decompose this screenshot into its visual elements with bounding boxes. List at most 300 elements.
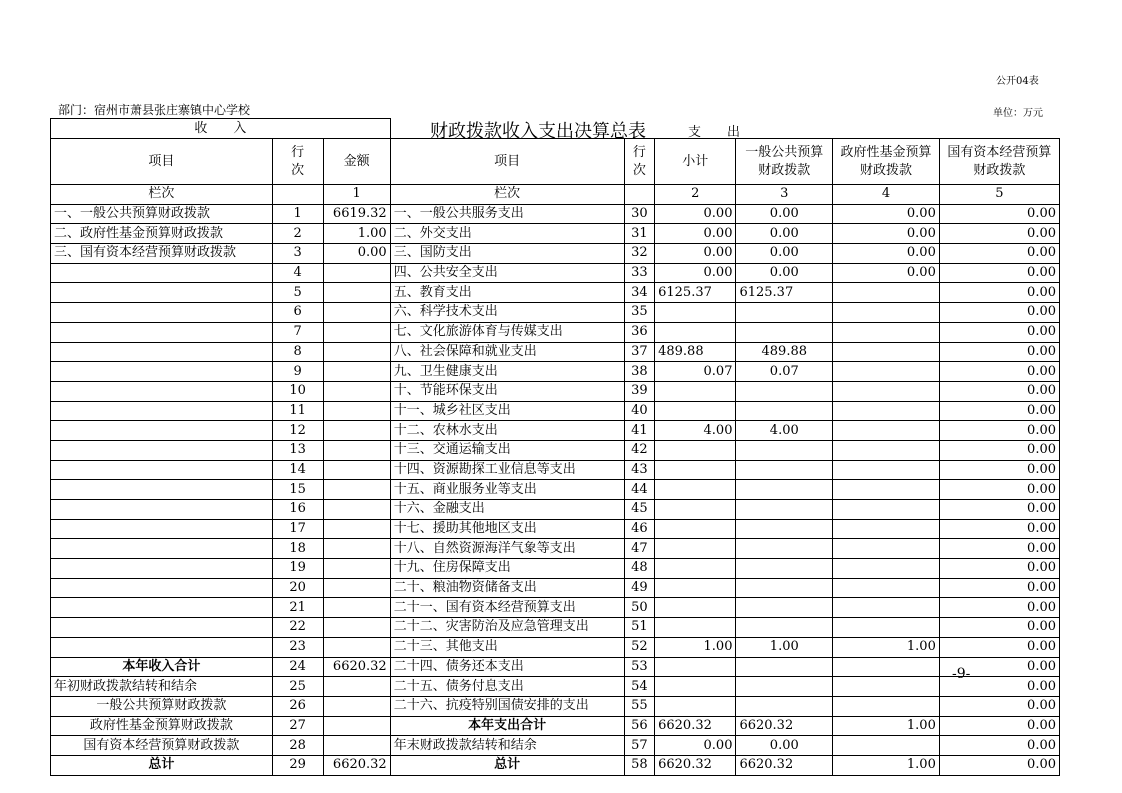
- subtotal-cell: [655, 677, 736, 697]
- expense-line-cell: 46: [624, 519, 655, 539]
- general-budget-cell: 0.00: [736, 736, 833, 756]
- income-line-cell: 17: [272, 519, 323, 539]
- expense-item-cell: 二、外交支出: [390, 224, 624, 244]
- expense-item-cell: 十五、商业服务业等支出: [390, 480, 624, 500]
- subtotal-cell: [655, 539, 736, 559]
- expense-item-cell: 十九、住房保障支出: [390, 559, 624, 579]
- unit-label: 单位：万元: [993, 108, 1043, 119]
- expense-line-cell: 44: [624, 480, 655, 500]
- income-line-cell: 22: [272, 618, 323, 638]
- income-section-label: 收 入: [51, 119, 391, 139]
- general-budget-cell: 0.00: [736, 263, 833, 283]
- gov-fund-cell: [833, 421, 940, 441]
- expense-item-cell: 二十二、灾害防治及应急管理支出: [390, 618, 624, 638]
- col-income-amount: 金额: [323, 139, 390, 185]
- gov-fund-cell: [833, 657, 940, 677]
- gov-fund-cell: [833, 618, 940, 638]
- line-header-text: 行次: [632, 144, 646, 178]
- expense-section-label: 支 出: [688, 125, 741, 140]
- subtotal-cell: [655, 598, 736, 618]
- col-expense-item: 项目: [390, 139, 624, 185]
- income-amount-cell: [323, 322, 390, 342]
- gov-fund-cell: [833, 342, 940, 362]
- table-row: [51, 303, 1060, 323]
- expense-line-cell: 30: [624, 204, 655, 224]
- subtotal-cell: [655, 401, 736, 421]
- page-title: 财政拨款收入支出决算总表: [430, 121, 646, 142]
- expense-line-cell: 47: [624, 539, 655, 559]
- gov-fund-cell: [833, 440, 940, 460]
- income-line-cell: 3: [272, 244, 323, 264]
- income-amount-cell: [323, 716, 390, 736]
- expense-item-cell: 十、节能环保支出: [390, 381, 624, 401]
- col-general-budget: 一般公共预算财政拨款: [736, 139, 833, 185]
- table-row: [51, 480, 1060, 500]
- col-index-5: 5: [939, 185, 1059, 205]
- general-budget-cell: [736, 500, 833, 520]
- state-capital-cell: 0.00: [939, 362, 1059, 382]
- table-row: [51, 204, 1060, 224]
- subtotal-cell: 0.00: [655, 224, 736, 244]
- income-amount-cell: 0.00: [323, 244, 390, 264]
- subtotal-cell: [655, 460, 736, 480]
- income-line-cell: 27: [272, 716, 323, 736]
- expense-line-cell: 36: [624, 322, 655, 342]
- income-amount-cell: [323, 578, 390, 598]
- expense-line-cell: 40: [624, 401, 655, 421]
- table-row: [51, 362, 1060, 382]
- subtotal-cell: [655, 618, 736, 638]
- state-capital-cell: 0.00: [939, 480, 1059, 500]
- budget-table-container: [50, 118, 1056, 780]
- expense-item-cell: 八、社会保障和就业支出: [390, 342, 624, 362]
- col-state-capital: 国有资本经营预算财政拨款: [939, 139, 1059, 185]
- income-amount-cell: [323, 263, 390, 283]
- table-row: [51, 578, 1060, 598]
- general-budget-cell: 4.00: [736, 421, 833, 441]
- income-line-cell: 4: [272, 263, 323, 283]
- expense-item-cell: 十四、资源勘探工业信息等支出: [390, 460, 624, 480]
- expense-line-cell: 38: [624, 362, 655, 382]
- income-line-cell: 2: [272, 224, 323, 244]
- state-capital-cell: 0.00: [939, 578, 1059, 598]
- state-capital-cell: 0.00: [939, 539, 1059, 559]
- table-row: [51, 736, 1060, 756]
- expense-line-cell: 55: [624, 696, 655, 716]
- expense-line-cell: 54: [624, 677, 655, 697]
- expense-item-cell: 六、科学技术支出: [390, 303, 624, 323]
- general-budget-cell: [736, 559, 833, 579]
- table-row: [51, 283, 1060, 303]
- income-amount-cell: [323, 303, 390, 323]
- income-line-cell: 13: [272, 440, 323, 460]
- state-capital-cell: 0.00: [939, 460, 1059, 480]
- subtotal-cell: [655, 578, 736, 598]
- subtotal-cell: 0.00: [655, 263, 736, 283]
- income-item-cell: 政府性基金预算财政拨款: [51, 716, 273, 736]
- general-budget-cell: [736, 519, 833, 539]
- expense-item-cell: 二十四、债务还本支出: [390, 657, 624, 677]
- state-capital-cell: 0.00: [939, 342, 1059, 362]
- expense-item-cell: 五、教育支出: [390, 283, 624, 303]
- state-capital-cell: 0.00: [939, 401, 1059, 421]
- subtotal-cell: 6620.32: [655, 755, 736, 775]
- state-capital-cell: 0.00: [939, 244, 1059, 264]
- income-amount-cell: [323, 480, 390, 500]
- expense-line-cell: 48: [624, 559, 655, 579]
- state-capital-cell: 0.00: [939, 677, 1059, 697]
- col-index-label: 栏次: [51, 185, 273, 205]
- col-gov-fund: 政府性基金预算财政拨款: [833, 139, 940, 185]
- income-line-cell: 9: [272, 362, 323, 382]
- col-index-1: 1: [323, 185, 390, 205]
- expense-line-cell: 32: [624, 244, 655, 264]
- subtotal-cell: 489.88: [655, 342, 736, 362]
- table-row: [51, 637, 1060, 657]
- col-index-label: 栏次: [390, 185, 624, 205]
- table-row: [51, 559, 1060, 579]
- income-line-cell: 28: [272, 736, 323, 756]
- income-item-cell: [51, 598, 273, 618]
- gov-fund-cell: [833, 322, 940, 342]
- income-item-cell: [51, 401, 273, 421]
- state-capital-cell: 0.00: [939, 500, 1059, 520]
- income-amount-cell: [323, 381, 390, 401]
- state-capital-cell: 0.00: [939, 263, 1059, 283]
- expense-item-cell: 十八、自然资源海洋气象等支出: [390, 539, 624, 559]
- column-header-row: [51, 139, 1060, 185]
- col-index-blank: [272, 185, 323, 205]
- expense-line-cell: 35: [624, 303, 655, 323]
- expense-line-cell: 34: [624, 283, 655, 303]
- expense-line-cell: 41: [624, 421, 655, 441]
- table-row: [51, 440, 1060, 460]
- expense-item-cell: 十一、城乡社区支出: [390, 401, 624, 421]
- income-amount-cell: [323, 677, 390, 697]
- gov-fund-cell: [833, 578, 940, 598]
- income-line-cell: 19: [272, 559, 323, 579]
- state-capital-cell: 0.00: [939, 657, 1059, 677]
- income-line-cell: 1: [272, 204, 323, 224]
- income-amount-cell: [323, 736, 390, 756]
- income-line-cell: 6: [272, 303, 323, 323]
- income-item-cell: 三、国有资本经营预算财政拨款: [51, 244, 273, 264]
- table-row: [51, 381, 1060, 401]
- income-line-cell: 21: [272, 598, 323, 618]
- income-item-cell: 一、一般公共预算财政拨款: [51, 204, 273, 224]
- income-amount-cell: [323, 283, 390, 303]
- gov-fund-cell: [833, 559, 940, 579]
- gov-fund-cell: [833, 480, 940, 500]
- gov-fund-cell: 0.00: [833, 244, 940, 264]
- income-line-cell: 23: [272, 637, 323, 657]
- col-income-line: [272, 139, 323, 185]
- table-row: [51, 618, 1060, 638]
- subtotal-cell: [655, 440, 736, 460]
- expense-line-cell: 39: [624, 381, 655, 401]
- gov-fund-cell: [833, 519, 940, 539]
- general-budget-cell: [736, 657, 833, 677]
- income-line-cell: 16: [272, 500, 323, 520]
- expense-item-cell: 二十、粮油物资储备支出: [390, 578, 624, 598]
- general-budget-cell: [736, 480, 833, 500]
- income-item-cell: [51, 559, 273, 579]
- expense-item-cell: 七、文化旅游体育与传媒支出: [390, 322, 624, 342]
- income-item-cell: [51, 362, 273, 382]
- table-row: [51, 657, 1060, 677]
- general-budget-cell: 1.00: [736, 637, 833, 657]
- budget-table: [50, 118, 1060, 776]
- general-budget-cell: [736, 696, 833, 716]
- income-amount-cell: [323, 637, 390, 657]
- state-capital-cell: 0.00: [939, 559, 1059, 579]
- state-capital-cell: 0.00: [939, 598, 1059, 618]
- table-row: [51, 342, 1060, 362]
- state-capital-cell: 0.00: [939, 283, 1059, 303]
- income-line-cell: 25: [272, 677, 323, 697]
- expense-item-cell: 四、公共安全支出: [390, 263, 624, 283]
- expense-item-cell: 十三、交通运输支出: [390, 440, 624, 460]
- gov-fund-cell: [833, 598, 940, 618]
- general-budget-cell: [736, 539, 833, 559]
- general-budget-cell: [736, 618, 833, 638]
- gov-fund-cell: 1.00: [833, 755, 940, 775]
- income-item-cell: 二、政府性基金预算财政拨款: [51, 224, 273, 244]
- income-item-cell: [51, 303, 273, 323]
- col-income-item: 项目: [51, 139, 273, 185]
- expense-item-cell: 三、国防支出: [390, 244, 624, 264]
- subtotal-cell: 6620.32: [655, 716, 736, 736]
- state-capital-cell: 0.00: [939, 755, 1059, 775]
- page-number: -9-: [952, 666, 971, 682]
- expense-line-cell: 45: [624, 500, 655, 520]
- gov-fund-cell: [833, 283, 940, 303]
- income-item-cell: 国有资本经营预算财政拨款: [51, 736, 273, 756]
- subtotal-cell: 0.07: [655, 362, 736, 382]
- table-row: [51, 755, 1060, 775]
- income-item-cell: [51, 578, 273, 598]
- income-amount-cell: [323, 500, 390, 520]
- income-item-cell: [51, 480, 273, 500]
- subtotal-cell: 0.00: [655, 244, 736, 264]
- income-item-cell: [51, 637, 273, 657]
- department-label: 部门：宿州市萧县张庄寨镇中心学校: [58, 103, 251, 117]
- general-budget-cell: 0.00: [736, 224, 833, 244]
- income-item-cell: [51, 539, 273, 559]
- income-amount-cell: [323, 362, 390, 382]
- expense-item-cell: 本年支出合计: [390, 716, 624, 736]
- expense-item-cell: 二十一、国有资本经营预算支出: [390, 598, 624, 618]
- expense-item-cell: 十六、金融支出: [390, 500, 624, 520]
- table-row: [51, 401, 1060, 421]
- form-code: 公开04表: [996, 76, 1039, 87]
- col-index-2: 2: [655, 185, 736, 205]
- table-row: [51, 460, 1060, 480]
- subtotal-cell: [655, 500, 736, 520]
- table-row: [51, 224, 1060, 244]
- subtotal-cell: [655, 519, 736, 539]
- general-budget-cell: 0.07: [736, 362, 833, 382]
- expense-line-cell: 58: [624, 755, 655, 775]
- state-capital-cell: 0.00: [939, 440, 1059, 460]
- income-line-cell: 7: [272, 322, 323, 342]
- gov-fund-cell: 0.00: [833, 263, 940, 283]
- income-item-cell: [51, 460, 273, 480]
- table-row: [51, 539, 1060, 559]
- income-item-cell: [51, 500, 273, 520]
- expense-line-cell: 33: [624, 263, 655, 283]
- subtotal-cell: [655, 322, 736, 342]
- expense-line-cell: 43: [624, 460, 655, 480]
- expense-item-cell: 九、卫生健康支出: [390, 362, 624, 382]
- state-capital-cell: 0.00: [939, 716, 1059, 736]
- subtotal-cell: 0.00: [655, 736, 736, 756]
- subtotal-cell: [655, 381, 736, 401]
- table-row: [51, 598, 1060, 618]
- expense-item-cell: 二十六、抗疫特别国债安排的支出: [390, 696, 624, 716]
- general-budget-cell: 6125.37: [736, 283, 833, 303]
- line-header-text: 行次: [291, 144, 305, 178]
- income-amount-cell: [323, 440, 390, 460]
- subtotal-cell: 6125.37: [655, 283, 736, 303]
- general-budget-cell: 489.88: [736, 342, 833, 362]
- income-line-cell: 20: [272, 578, 323, 598]
- income-line-cell: 24: [272, 657, 323, 677]
- general-budget-cell: [736, 303, 833, 323]
- income-item-cell: [51, 283, 273, 303]
- income-line-cell: 5: [272, 283, 323, 303]
- table-row: [51, 421, 1060, 441]
- income-item-cell: [51, 618, 273, 638]
- income-item-cell: 一般公共预算财政拨款: [51, 696, 273, 716]
- general-budget-cell: 6620.32: [736, 716, 833, 736]
- gov-fund-cell: 0.00: [833, 204, 940, 224]
- column-index-row: [51, 185, 1060, 205]
- general-budget-cell: [736, 677, 833, 697]
- expense-item-cell: 十二、农林水支出: [390, 421, 624, 441]
- expense-line-cell: 56: [624, 716, 655, 736]
- expense-line-cell: 37: [624, 342, 655, 362]
- expense-item-cell: 年末财政拨款结转和结余: [390, 736, 624, 756]
- table-row: [51, 322, 1060, 342]
- expense-item-cell: 二十三、其他支出: [390, 637, 624, 657]
- subtotal-cell: 1.00: [655, 637, 736, 657]
- state-capital-cell: 0.00: [939, 696, 1059, 716]
- income-item-cell: [51, 519, 273, 539]
- income-line-cell: 29: [272, 755, 323, 775]
- expense-line-cell: 50: [624, 598, 655, 618]
- income-line-cell: 14: [272, 460, 323, 480]
- subtotal-cell: [655, 303, 736, 323]
- state-capital-cell: 0.00: [939, 736, 1059, 756]
- income-amount-cell: [323, 421, 390, 441]
- state-capital-cell: 0.00: [939, 303, 1059, 323]
- state-capital-cell: 0.00: [939, 618, 1059, 638]
- income-amount-cell: 6620.32: [323, 755, 390, 775]
- col-index-3: 3: [736, 185, 833, 205]
- subtotal-cell: 4.00: [655, 421, 736, 441]
- subtotal-cell: [655, 480, 736, 500]
- income-item-cell: [51, 381, 273, 401]
- general-budget-cell: [736, 598, 833, 618]
- income-item-cell: [51, 342, 273, 362]
- gov-fund-cell: [833, 401, 940, 421]
- table-row: [51, 519, 1060, 539]
- expense-line-cell: 57: [624, 736, 655, 756]
- table-row: [51, 244, 1060, 264]
- expense-line-cell: 51: [624, 618, 655, 638]
- table-row: [51, 677, 1060, 697]
- table-row: [51, 263, 1060, 283]
- income-amount-cell: [323, 519, 390, 539]
- gov-fund-cell: [833, 381, 940, 401]
- expense-item-cell: 二十五、债务付息支出: [390, 677, 624, 697]
- income-amount-cell: [323, 696, 390, 716]
- income-amount-cell: [323, 401, 390, 421]
- income-item-cell: 本年收入合计: [51, 657, 273, 677]
- income-line-cell: 11: [272, 401, 323, 421]
- gov-fund-cell: [833, 362, 940, 382]
- income-item-cell: [51, 421, 273, 441]
- gov-fund-cell: 1.00: [833, 716, 940, 736]
- state-capital-cell: 0.00: [939, 421, 1059, 441]
- gov-fund-cell: [833, 677, 940, 697]
- income-amount-cell: 6620.32: [323, 657, 390, 677]
- income-item-cell: [51, 263, 273, 283]
- general-budget-cell: [736, 322, 833, 342]
- income-item-cell: [51, 322, 273, 342]
- expense-line-cell: 31: [624, 224, 655, 244]
- gov-fund-cell: 1.00: [833, 637, 940, 657]
- state-capital-cell: 0.00: [939, 519, 1059, 539]
- gov-fund-cell: [833, 736, 940, 756]
- income-item-cell: 总计: [51, 755, 273, 775]
- table-row: [51, 696, 1060, 716]
- general-budget-cell: [736, 460, 833, 480]
- gov-fund-cell: [833, 539, 940, 559]
- state-capital-cell: 0.00: [939, 204, 1059, 224]
- table-row: [51, 500, 1060, 520]
- gov-fund-cell: [833, 303, 940, 323]
- income-amount-cell: [323, 342, 390, 362]
- state-capital-cell: 0.00: [939, 381, 1059, 401]
- income-line-cell: 12: [272, 421, 323, 441]
- general-budget-cell: [736, 440, 833, 460]
- income-amount-cell: [323, 539, 390, 559]
- income-amount-cell: 6619.32: [323, 204, 390, 224]
- state-capital-cell: 0.00: [939, 322, 1059, 342]
- general-budget-cell: 0.00: [736, 204, 833, 224]
- table-row: [51, 716, 1060, 736]
- income-line-cell: 10: [272, 381, 323, 401]
- income-amount-cell: [323, 618, 390, 638]
- subtotal-cell: [655, 657, 736, 677]
- expense-line-cell: 52: [624, 637, 655, 657]
- income-line-cell: 8: [272, 342, 323, 362]
- gov-fund-cell: [833, 460, 940, 480]
- income-amount-cell: [323, 598, 390, 618]
- general-budget-cell: [736, 381, 833, 401]
- income-amount-cell: [323, 559, 390, 579]
- gov-fund-cell: 0.00: [833, 224, 940, 244]
- general-budget-cell: [736, 578, 833, 598]
- expense-item-cell: 总计: [390, 755, 624, 775]
- expense-line-cell: 49: [624, 578, 655, 598]
- general-budget-cell: 0.00: [736, 244, 833, 264]
- subtotal-cell: [655, 559, 736, 579]
- col-expense-line: [624, 139, 655, 185]
- income-amount-cell: 1.00: [323, 224, 390, 244]
